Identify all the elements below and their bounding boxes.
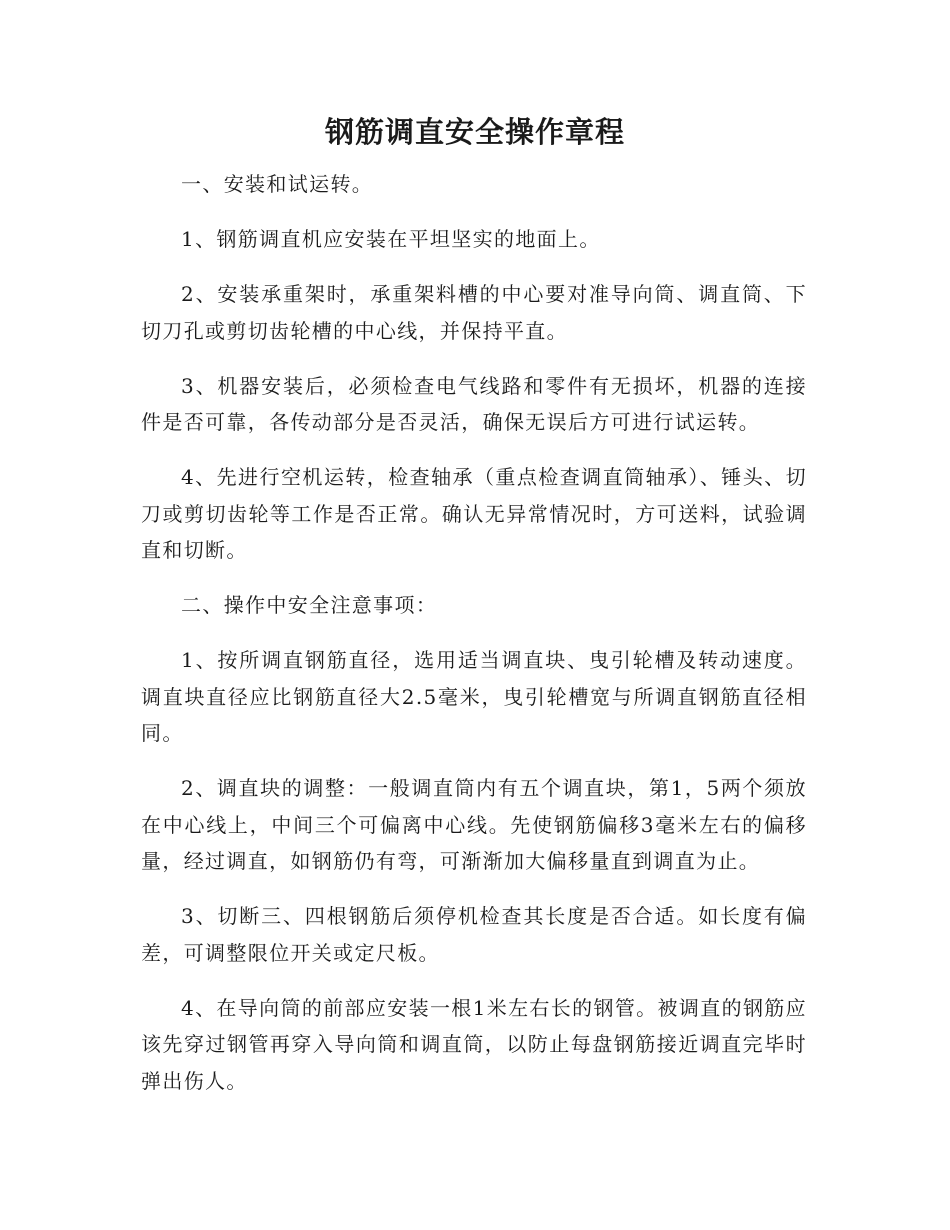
paragraph: 3、机器安装后，必须检查电气线路和零件有无损坏，机器的连接件是否可靠，各传动部分是否灵活，确保无误后方可进行试运转。 [141,373,807,434]
paragraph: 2、调直块的调整：一般调直筒内有五个调直块，第1，5两个须放在中心线上，中间三个可偏离中心线。先使钢筋偏移3毫米左右的偏移量，经过调直，如钢筋仍有弯，可渐渐加大偏移量直到调直为止。 [141,776,807,873]
paragraph: 3、切断三、四根钢筋后须停机检查其长度是否合适。如长度有偏差，可调整限位开关或定尺板。 [141,904,807,965]
section-heading-safety: 二、操作中安全注意事项： [181,593,438,617]
paragraph: 4、先进行空机运转，检查轴承（重点检查调直筒轴承）、锤头、切刀或剪切齿轮等工作是否正常。确认无异常情况时，方可送料，试验调直和切断。 [141,465,807,562]
paragraph: 1、按所调直钢筋直径，选用适当调直块、曳引轮槽及转动速度。调直块直径应比钢筋直径大2.5毫米，曳引轮槽宽与所调直钢筋直径相同。 [141,648,807,745]
document-title: 钢筋调直安全操作章程 [324,115,625,149]
document-body [141,166,807,1118]
section-heading-installation: 一、安装和试运转。 [181,172,374,196]
paragraph: 2、安装承重架时，承重架料槽的中心要对准导向筒、调直筒、下切刀孔或剪切齿轮槽的中心线，并保持平直。 [141,282,807,343]
paragraph: 4、在导向筒的前部应安装一根1米左右长的钢管。被调直的钢筋应该先穿过钢管再穿入导向筒和调直筒，以防止每盘钢筋接近调直完毕时弹出伤人。 [141,995,807,1093]
paragraph: 1、钢筋调直机应安装在平坦坚实的地面上。 [181,227,601,251]
